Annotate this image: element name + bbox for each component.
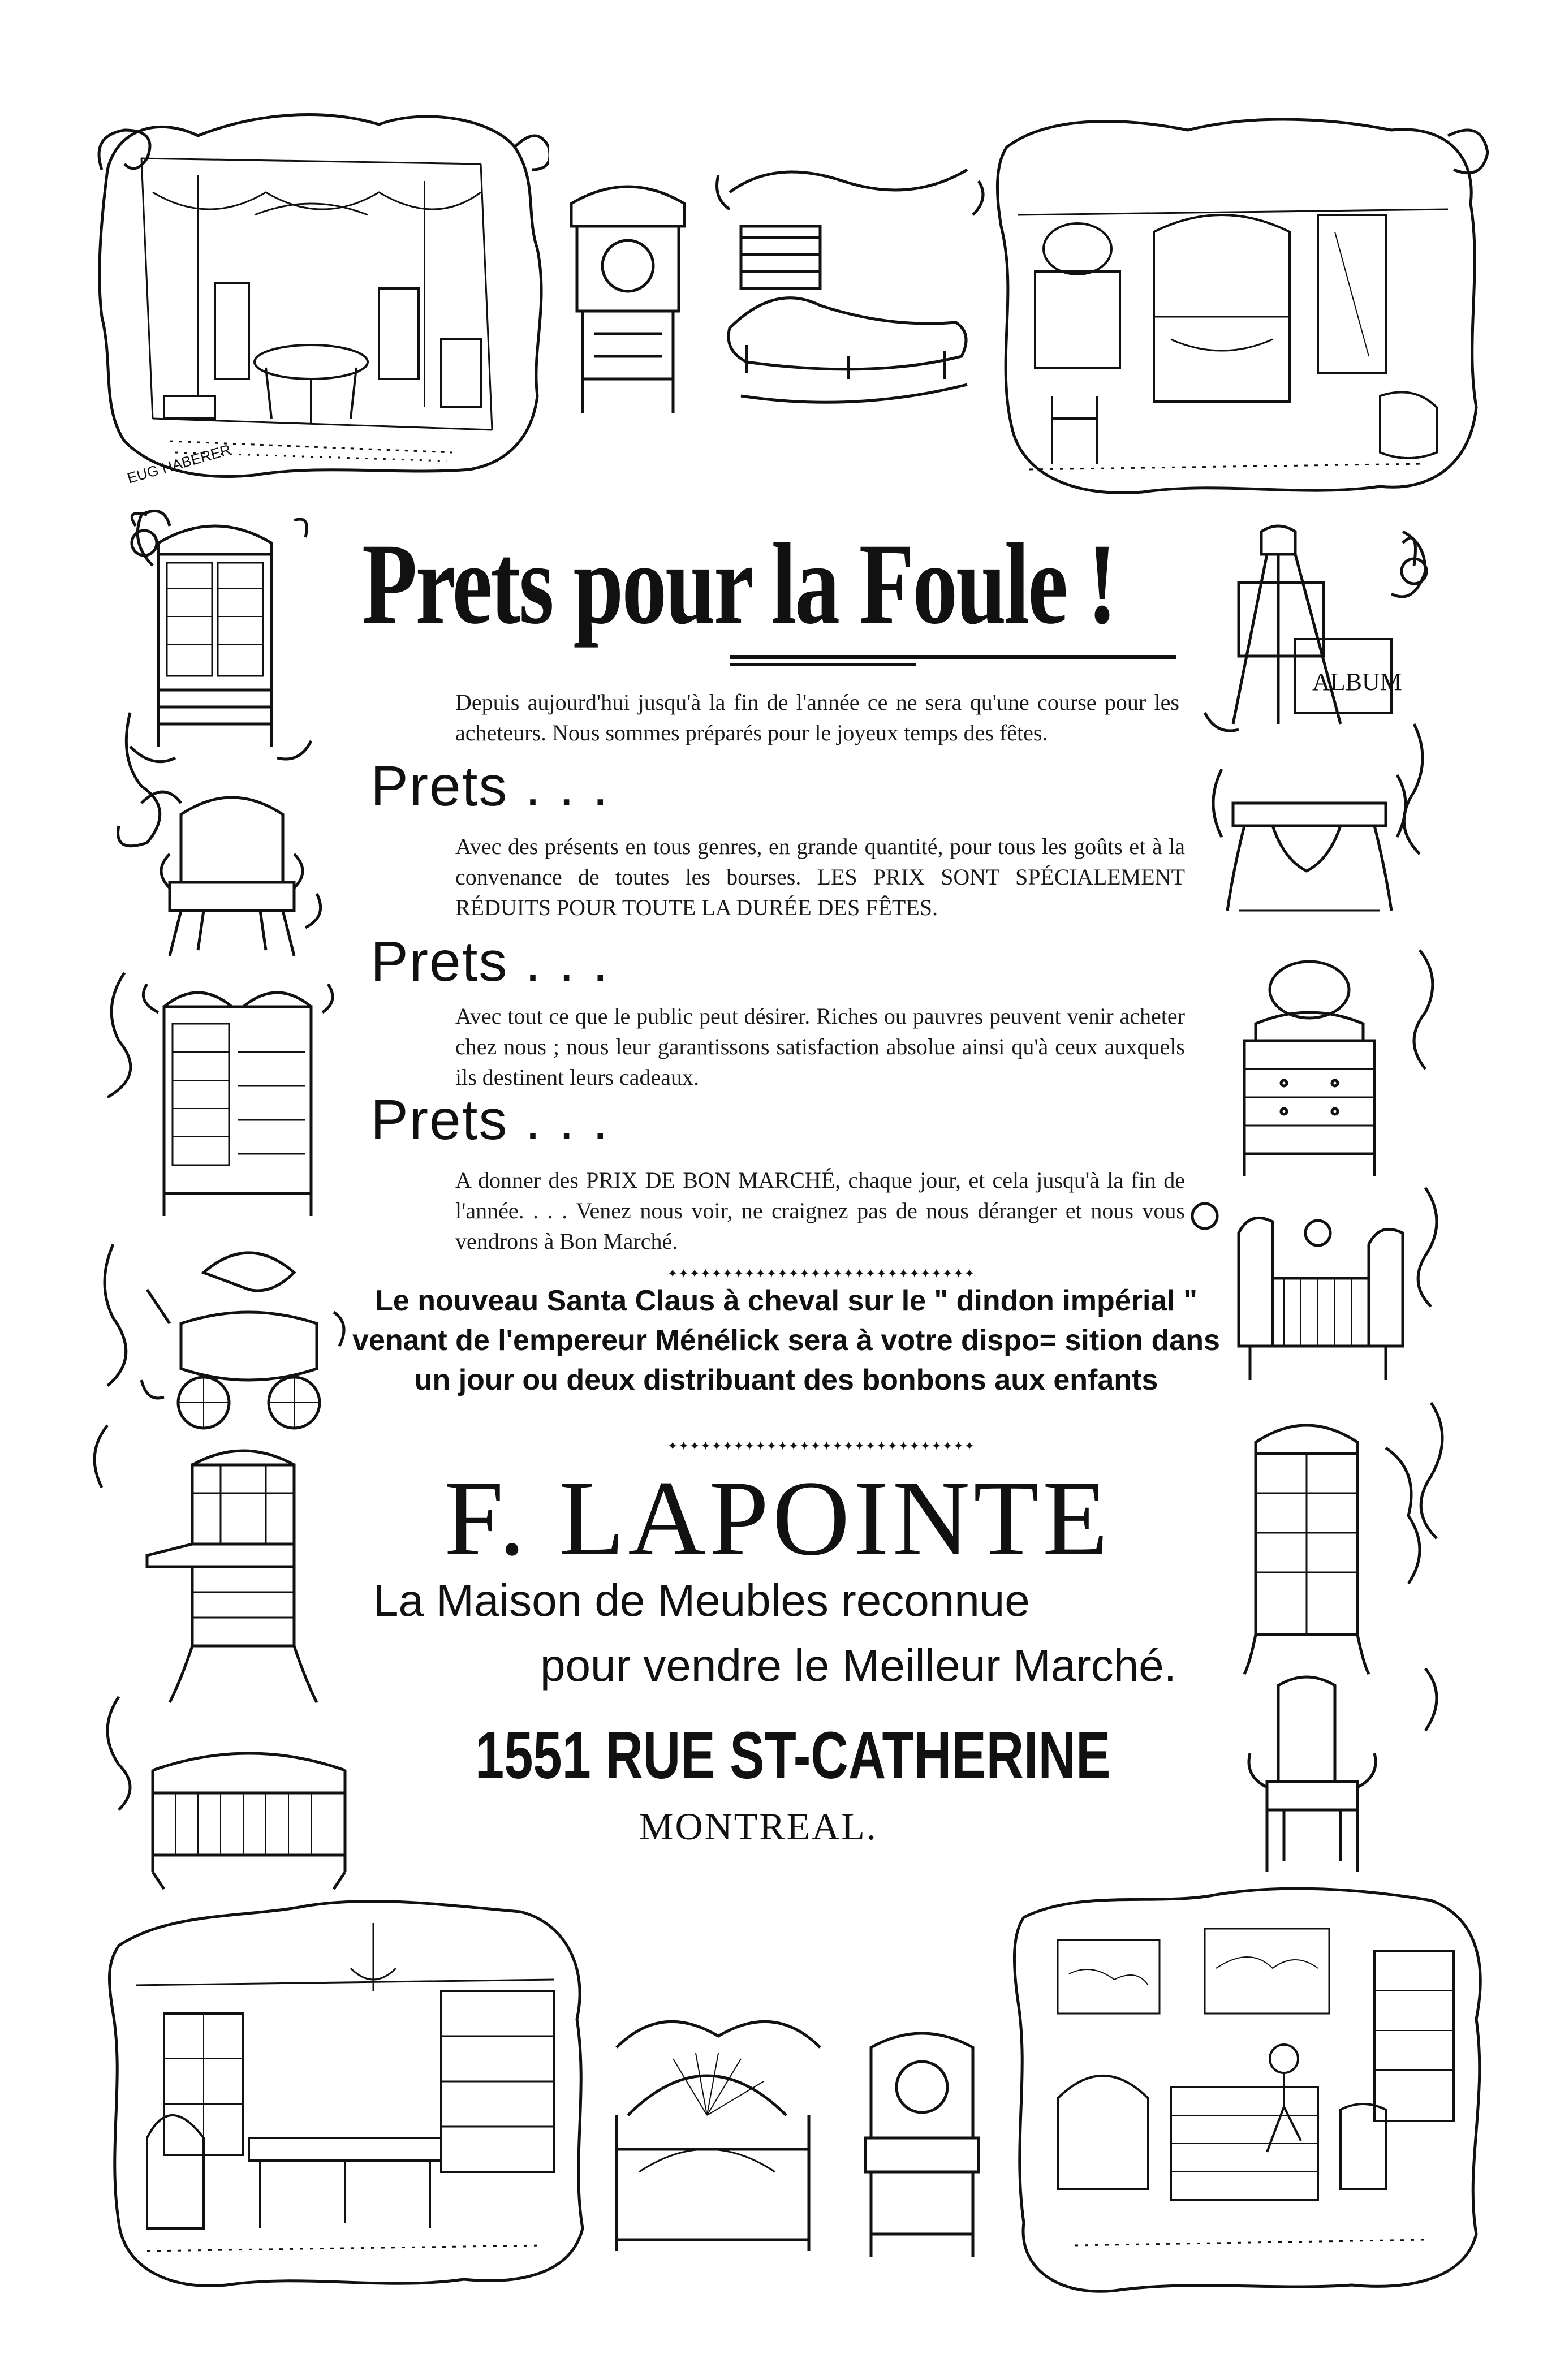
section-heading-3: Prets . . . xyxy=(370,1088,610,1152)
headline-underline xyxy=(730,655,1176,659)
store-name: F. LAPOINTE xyxy=(443,1459,1112,1578)
tagline-line-2: pour vendre le Meilleur Marché. xyxy=(540,1640,1176,1691)
section-paragraph-2: Avec tout ce que le public peut désirer. Riches ou pauvres peuvent venir acheter chez nous ; nous leur garantissons satisfaction absolue ainsi qu'à ceux auxquels ils destinent leurs cadeaux. xyxy=(455,1003,1185,1090)
section-paragraph-3: A donner des PRIX DE BON MARCHÉ, chaque jour, et cela jusqu'à la fin de l'année. . . . Venez nous voir, ne craignez pas de nous déranger et nous vous vendrons à Bon Marché. xyxy=(455,1167,1185,1254)
tagline-line-1: La Maison de Meubles reconnue xyxy=(373,1575,1030,1626)
store-city: MONTREAL. xyxy=(639,1805,878,1848)
section-paragraph-1: Avec des présents en tous genres, en grande quantité, pour tous les goûts et à la convenance de toutes les bourses. LES PRIX SONT SPÉCIALEMENT RÉDUITS POUR TOUTE LA DURÉE DES FÊTES. xyxy=(455,834,1185,920)
section-heading-2: Prets . . . xyxy=(370,930,610,993)
santa-claus-announcement: Le nouveau Santa Claus à cheval sur le " dindon impérial " venant de l'empereur Ménélick sera à votre dispo= sition dans un jour ou deux distribuant des bonbons aux enfants xyxy=(352,1284,1220,1396)
ornament-divider-bottom: ✦✦✦✦✦✦✦✦✦✦✦✦✦✦✦✦✦✦✦✦✦✦✦✦✦✦✦✦ xyxy=(667,1439,976,1454)
intro-paragraph: Depuis aujourd'hui jusqu'à la fin de l'année ce ne sera qu'une course pour les acheteurs. Nous sommes préparés pour le joyeux temps des fêtes. xyxy=(455,689,1179,745)
artist-signature: EUG HABERER xyxy=(125,441,233,487)
ornament-divider-top: ✦✦✦✦✦✦✦✦✦✦✦✦✦✦✦✦✦✦✦✦✦✦✦✦✦✦✦✦ xyxy=(667,1267,976,1281)
headline: Prets pour la Foule ! xyxy=(362,520,1116,648)
album-label: ALBUM xyxy=(1312,668,1402,696)
section-heading-1: Prets . . . xyxy=(370,754,610,818)
store-address: 1551 RUE ST-CATHERINE xyxy=(475,1718,1111,1793)
